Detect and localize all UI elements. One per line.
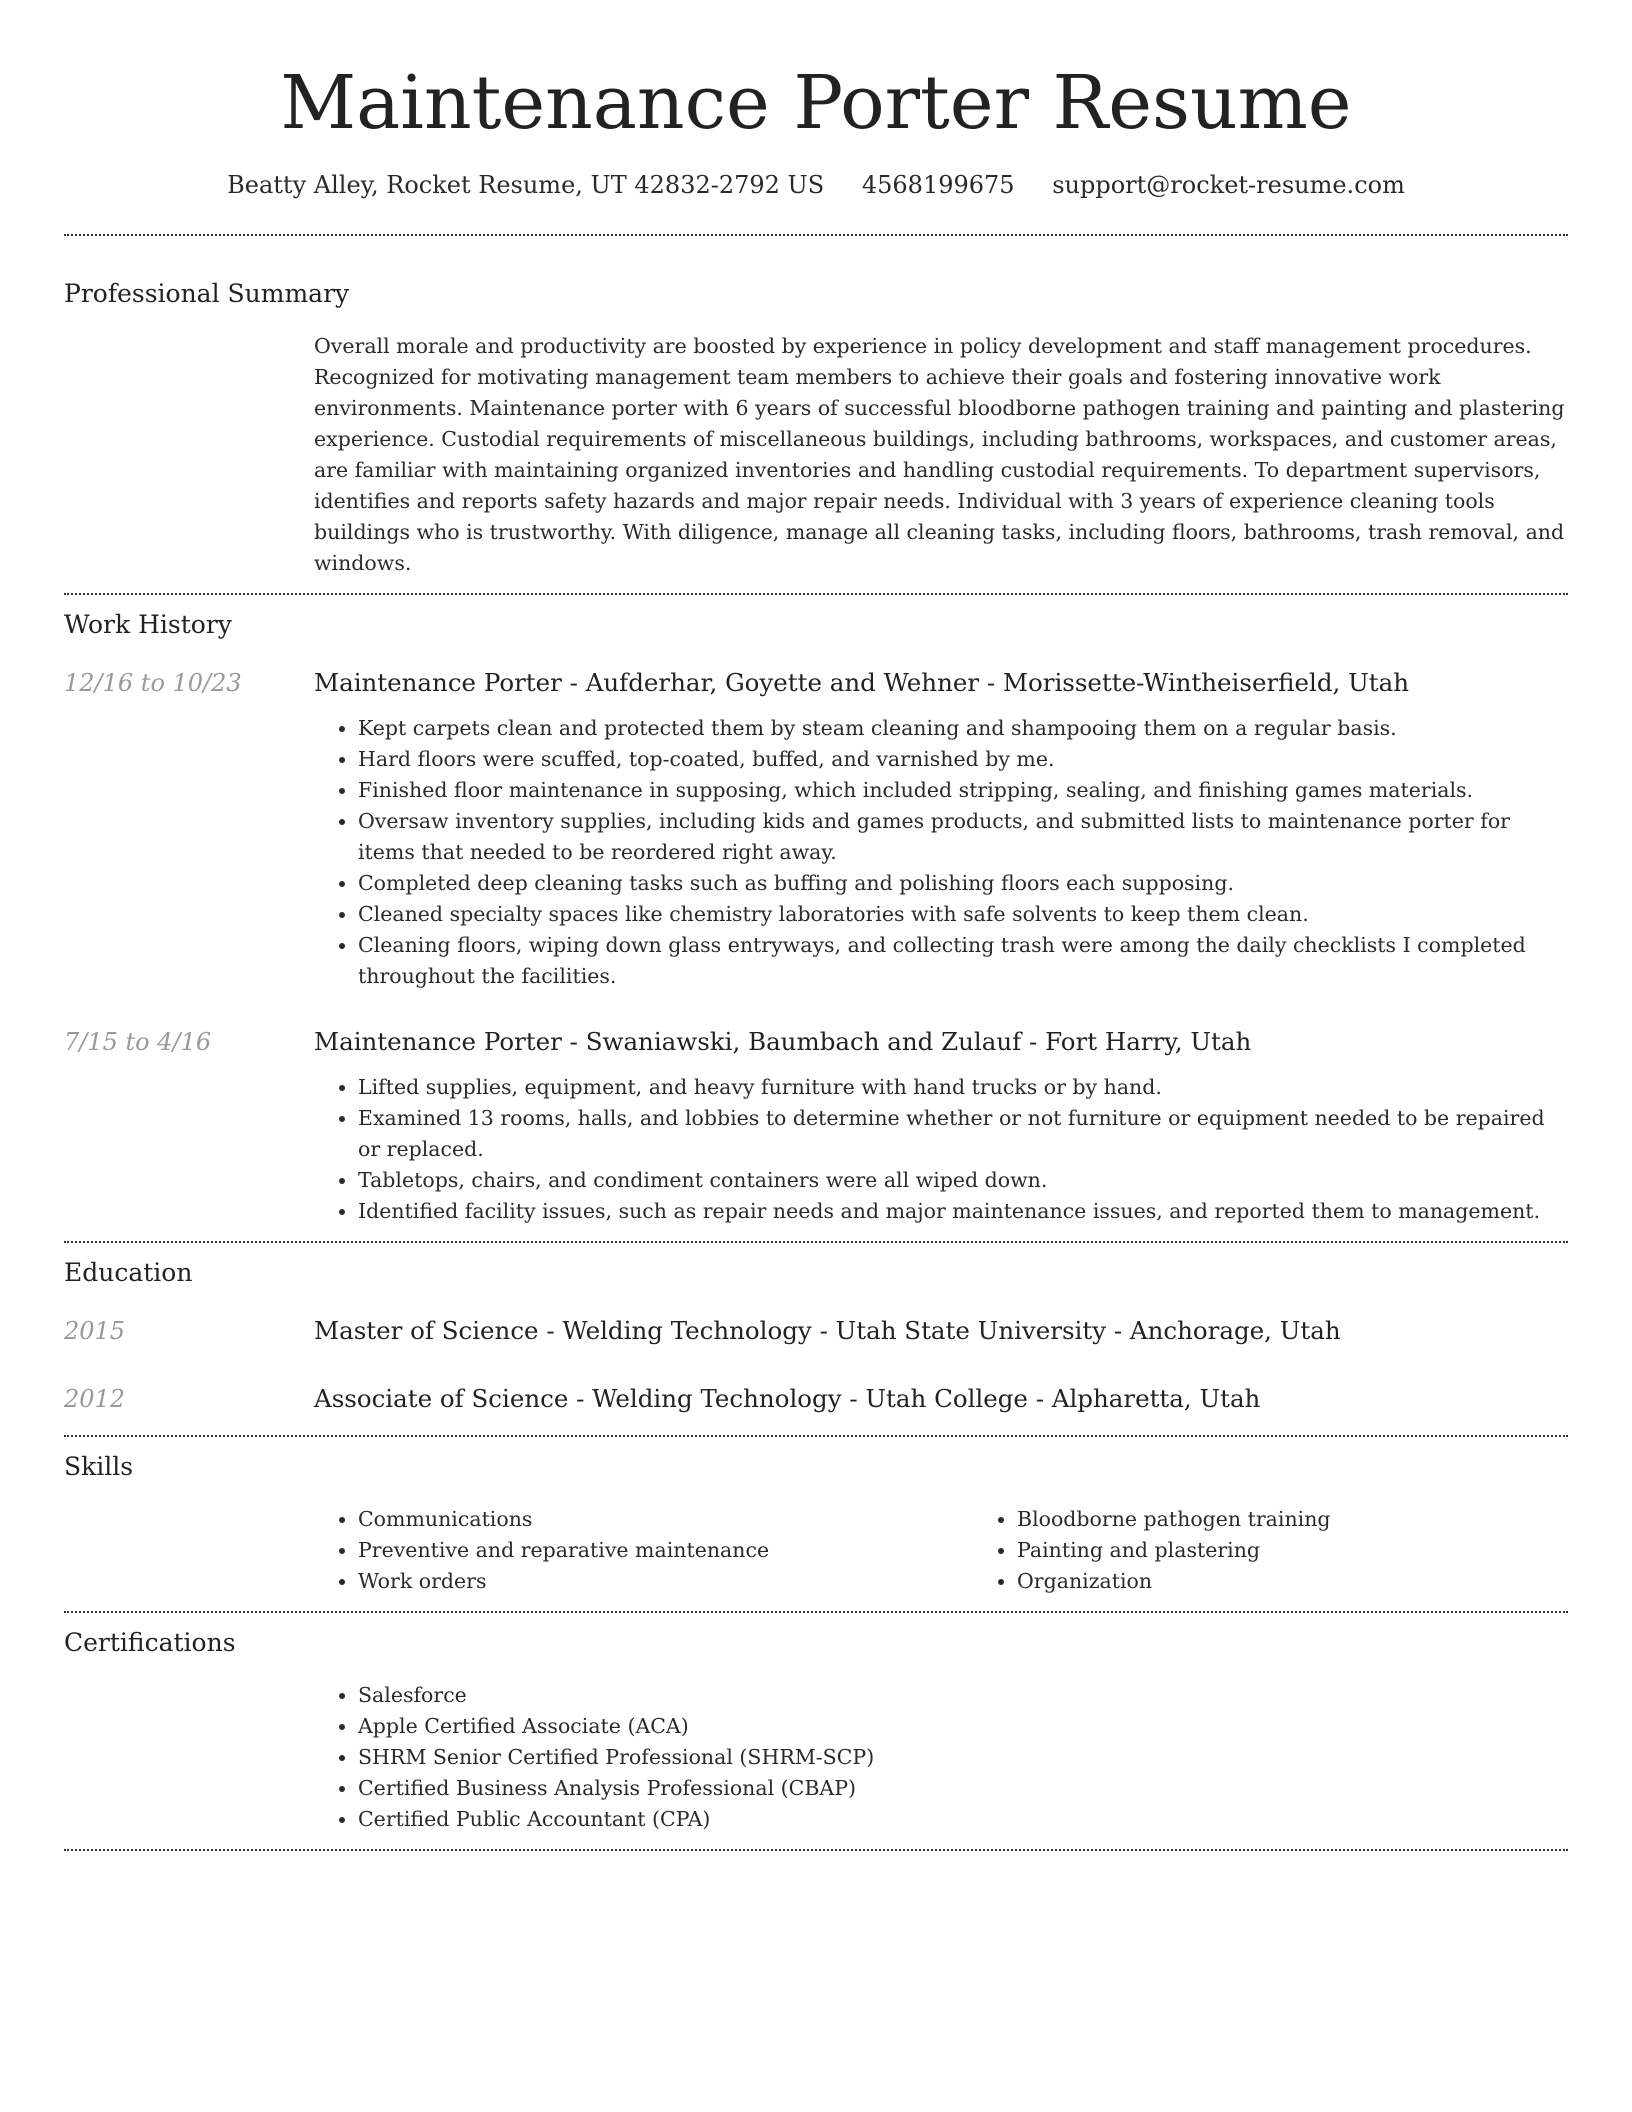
section-title-certifications: Certifications [64,1628,236,1657]
job-bullet: • Cleaning floors, wiping down glass entryways, and collecting trash were among the daily checklists I completed throughout the facilities. [358,930,1568,992]
certifications-list [314,1680,1568,1835]
education-entry [64,1383,1568,1415]
resume-title: Maintenance Porter Resume [280,60,1352,146]
certification-item: • Certified Business Analysis Professional (CBAP) [358,1773,1568,1804]
skill-item: • Work orders [358,1566,973,1597]
contact-phone: 4568199675 [861,171,1015,199]
job-heading: Maintenance Porter - Swaniawski, Baumbach and Zulauf - Fort Harry, Utah [314,1027,1252,1056]
summary-section [64,278,1568,579]
job-bullet: • Hard floors were scuffed, top-coated, buffed, and varnished by me. [358,744,1568,775]
certification-item: • Salesforce [358,1680,1568,1711]
education-heading: Master of Science - Welding Technology - Utah State University - Anchorage, Utah [314,1316,1341,1345]
job-date: 7/15 to 4/16 [64,1028,212,1056]
section-title-work: Work History [64,610,232,639]
job-bullet: • Oversaw inventory supplies, including kids and games products, and submitted lists to maintenance porter for items that needed to be reordered right away. [358,806,1568,868]
skills-section [64,1451,1568,1597]
job-bullets [314,713,1568,992]
divider [64,234,1568,236]
divider [64,1849,1568,1851]
divider [64,1435,1568,1437]
job-bullets [314,1072,1568,1227]
job-bullet: • Examined 13 rooms, halls, and lobbies to determine whether or not furniture or equipment needed to be repaired or replaced. [358,1103,1568,1165]
job-bullet: • Tabletops, chairs, and condiment containers were all wiped down. [358,1165,1568,1196]
job-bullet: • Finished floor maintenance in supposing, which included stripping, sealing, and finishing games materials. [358,775,1568,806]
contact-line [64,170,1568,200]
certifications-section [64,1627,1568,1835]
job-entry [64,667,1568,699]
job-heading: Maintenance Porter - Aufderhar, Goyette and Wehner - Morissette-Wintheiserfield, Utah [314,668,1409,697]
job-entry [64,1026,1568,1058]
skill-item: • Bloodborne pathogen training [1017,1504,1632,1535]
education-date: 2012 [64,1385,126,1413]
section-title-skills: Skills [64,1452,134,1481]
section-title-education: Education [64,1258,193,1287]
education-date: 2015 [64,1317,126,1345]
job-bullet: • Completed deep cleaning tasks such as buffing and polishing floors each supposing. [358,868,1568,899]
skill-item: • Preventive and reparative maintenance [358,1535,973,1566]
skills-list-left [314,1504,973,1597]
education-entry [64,1315,1568,1347]
work-history-section [64,609,1568,1227]
education-heading: Associate of Science - Welding Technology - Utah College - Alpharetta, Utah [314,1384,1261,1413]
job-details [314,713,1568,992]
job-bullet: • Cleaned specialty spaces like chemistry laboratories with safe solvents to keep them clean. [358,899,1568,930]
certification-item: • SHRM Senior Certified Professional (SHRM-SCP) [358,1742,1568,1773]
education-section [64,1257,1568,1415]
job-date: 12/16 to 10/23 [64,669,242,697]
certification-item: • Apple Certified Associate (ACA) [358,1711,1568,1742]
job-bullet: • Kept carpets clean and protected them by steam cleaning and shampooing them on a regular basis. [358,713,1568,744]
contact-address: Beatty Alley, Rocket Resume, UT 42832-2792 US [227,171,825,199]
divider [64,593,1568,595]
certifications-content [314,1680,1568,1835]
skill-item: • Organization [1017,1566,1632,1597]
certification-item: • Certified Public Accountant (CPA) [358,1804,1568,1835]
job-bullet: • Identified facility issues, such as repair needs and major maintenance issues, and reported them to management. [358,1196,1568,1227]
summary-content [314,331,1568,579]
job-bullet: • Lifted supplies, equipment, and heavy furniture with hand trucks or by hand. [358,1072,1568,1103]
skills-columns [314,1504,1568,1597]
job-details [314,1072,1568,1227]
skill-item: • Communications [358,1504,973,1535]
skills-list-right [973,1504,1632,1597]
summary-text: Overall morale and productivity are boosted by experience in policy development and staff management procedures. Recognized for motivating management team members to achieve their goals and fostering innovative work environments. Maintenance porter with 6 years of successful bloodborne pathogen training and painting and plastering experience. Custodial requirements of miscellaneous buildings, including bathrooms, workspaces, and customer areas, are familiar with maintaining organized inventories and handling custodial requirements. To department supervisors, identifies and reports safety hazards and major repair needs. Individual with 3 years of experience cleaning tools buildings who is trustworthy. With diligence, manage all cleaning tasks, including floors, bathrooms, trash removal, and windows. [314,334,1565,575]
divider [64,1611,1568,1613]
divider [64,1241,1568,1243]
skill-item: • Painting and plastering [1017,1535,1632,1566]
section-title-summary: Professional Summary [64,279,350,308]
contact-email: support@rocket-resume.com [1052,171,1405,199]
